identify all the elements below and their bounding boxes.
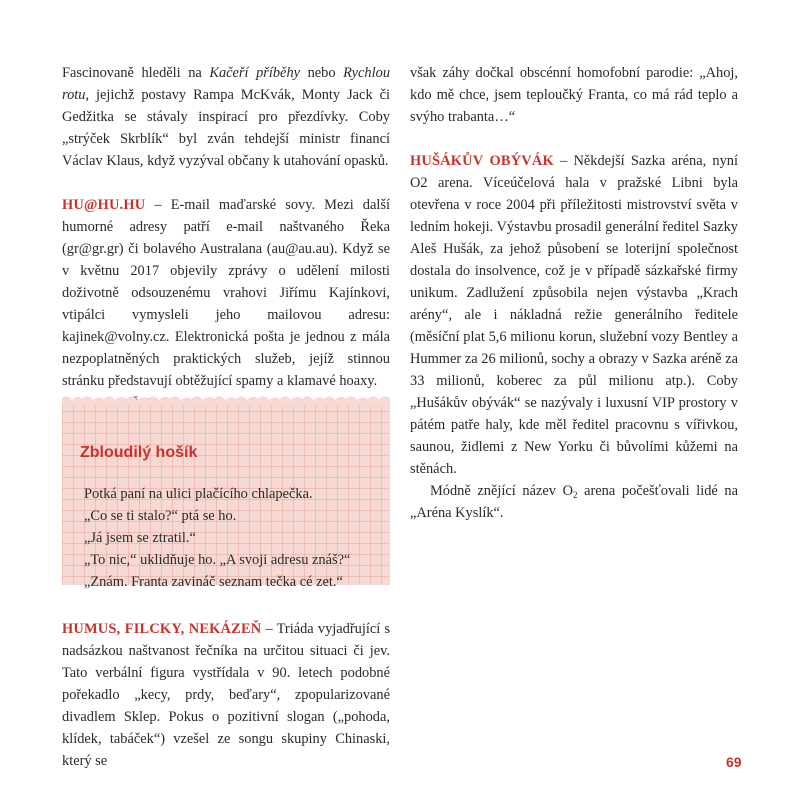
paragraph-closing: Módně znějící název $O_2$ arena počešťovali lidé na „Aréna Kyslík“. [410, 483, 739, 521]
paragraph-intro: Fascinovaně hleděli na Kačeří příběhy nebo Rychlou rotu, jejichž postavy Rampa McKvák, Monty Jack či Gedžitka se stávaly inspirací pro přezdívky. Coby „strýček Skrblík“ byl zván tehdejší ministr financí Václav Klaus, když vyzýval občany k utahování opasků. [62, 65, 391, 169]
torn-edge-decoration [62, 392, 390, 406]
left-column [62, 62, 390, 414]
right-column [410, 62, 738, 524]
box-line: „Já jsem se ztratil.“ [84, 530, 196, 546]
box-line: „Znám. Franta zavináč seznam tečka cé zet.“ [84, 574, 343, 590]
headword: HU@HU.HU [62, 197, 146, 213]
box-line: Potká paní na ulici plačícího chlapečka. [84, 486, 313, 502]
joke-box [62, 400, 390, 590]
entry-husakuv-obyvak: HUŠÁKŮV OBÝVÁK – Někdejší Sazka aréna, nyní O2 arena. Víceúčelová hala v pražské Libni byla otevřena v roce 2004 při příležitosti mistrovství světa v ledním hokeji. Výstavbu prosadil generální ředitel Sazky Aleš Hušák, za jehož působení se loterijní společnost dostala do insolvence, což je v případě sázkařské firmy unikum. Zadlužení způsobila nejen výstavba „Krach arény“, ale i nákladná režie generálního ředitele (měsíční plat 5,6 milionu korun, služební vozy Bentley a Hummer za 26 milionů, sochy a obrazy v Sazka aréně za 33 milionů, koberec za půl milionu atp.). Coby „Hušákův obývák“ se nazývaly i luxusní VIP prostory v pátém patře haly, kde měl ředitel pracovnu s vířivkou, saunou, židlemi z New Yorku či bůvolími kůžemi na stěnách. [410, 153, 739, 477]
box-line: „Co se ti stalo?“ ptá se ho. [84, 508, 237, 524]
box-body [84, 483, 384, 593]
paragraph-continuation: však záhy dočkal obscénní homofobní parodie: „Ahoj, kdo mě chce, jsem teploučký Franta, co má rád teplo a svýho trabanta…“ [410, 65, 738, 125]
italic-title: Kačeří příběhy [209, 65, 301, 81]
italic-title: Rychlou rotu [62, 65, 391, 103]
entry-humus: HUMUS, FILCKY, NEKÁZEŇ – Triáda vyjadřující s nadsázkou naštvanost řečníka na určitou situaci či jev. Tato verbální figura vystřídala v 90. letech podobné pořekadlo „kecy, prdy, beďary“, zpopularizované divadlem Sklep. Pokus o pozitivní slogan („pohoda, klídek, tabáček“) vzešel ze songu skupiny Chinaski, který se [62, 621, 390, 769]
headword: HUŠÁKŮV OBÝVÁK [410, 153, 554, 169]
headword: HUMUS, FILCKY, NEKÁZEŇ [62, 621, 262, 637]
box-line: „To nic,“ uklidňuje ho. „A svoji adresu znáš?“ [84, 552, 351, 568]
entry-hu-hu: HU@HU.HU – E-mail maďarské sovy. Mezi další humorné adresy patří e-mail naštvaného Řeka (gr@gr.gr) či bolavého Australana (au@au.au). Když se v květnu 2017 objevily zprávy o udělení milosti doživotně odsouzenému vrahovi Jiřímu Kajínkovi, vtipálci vymysleli jeho mailovou adresu: kajinek@volny.cz. Elektronická pošta je jednou z mála nezpoplatněných praktických služeb, jejíž stinnou stránku představují obtěžující spamy a klamavé hoaxy. [62, 197, 390, 389]
page-number: 69 [726, 754, 742, 770]
left-column-bottom [62, 618, 390, 772]
box-title: Zbloudilý hošík [80, 444, 198, 461]
